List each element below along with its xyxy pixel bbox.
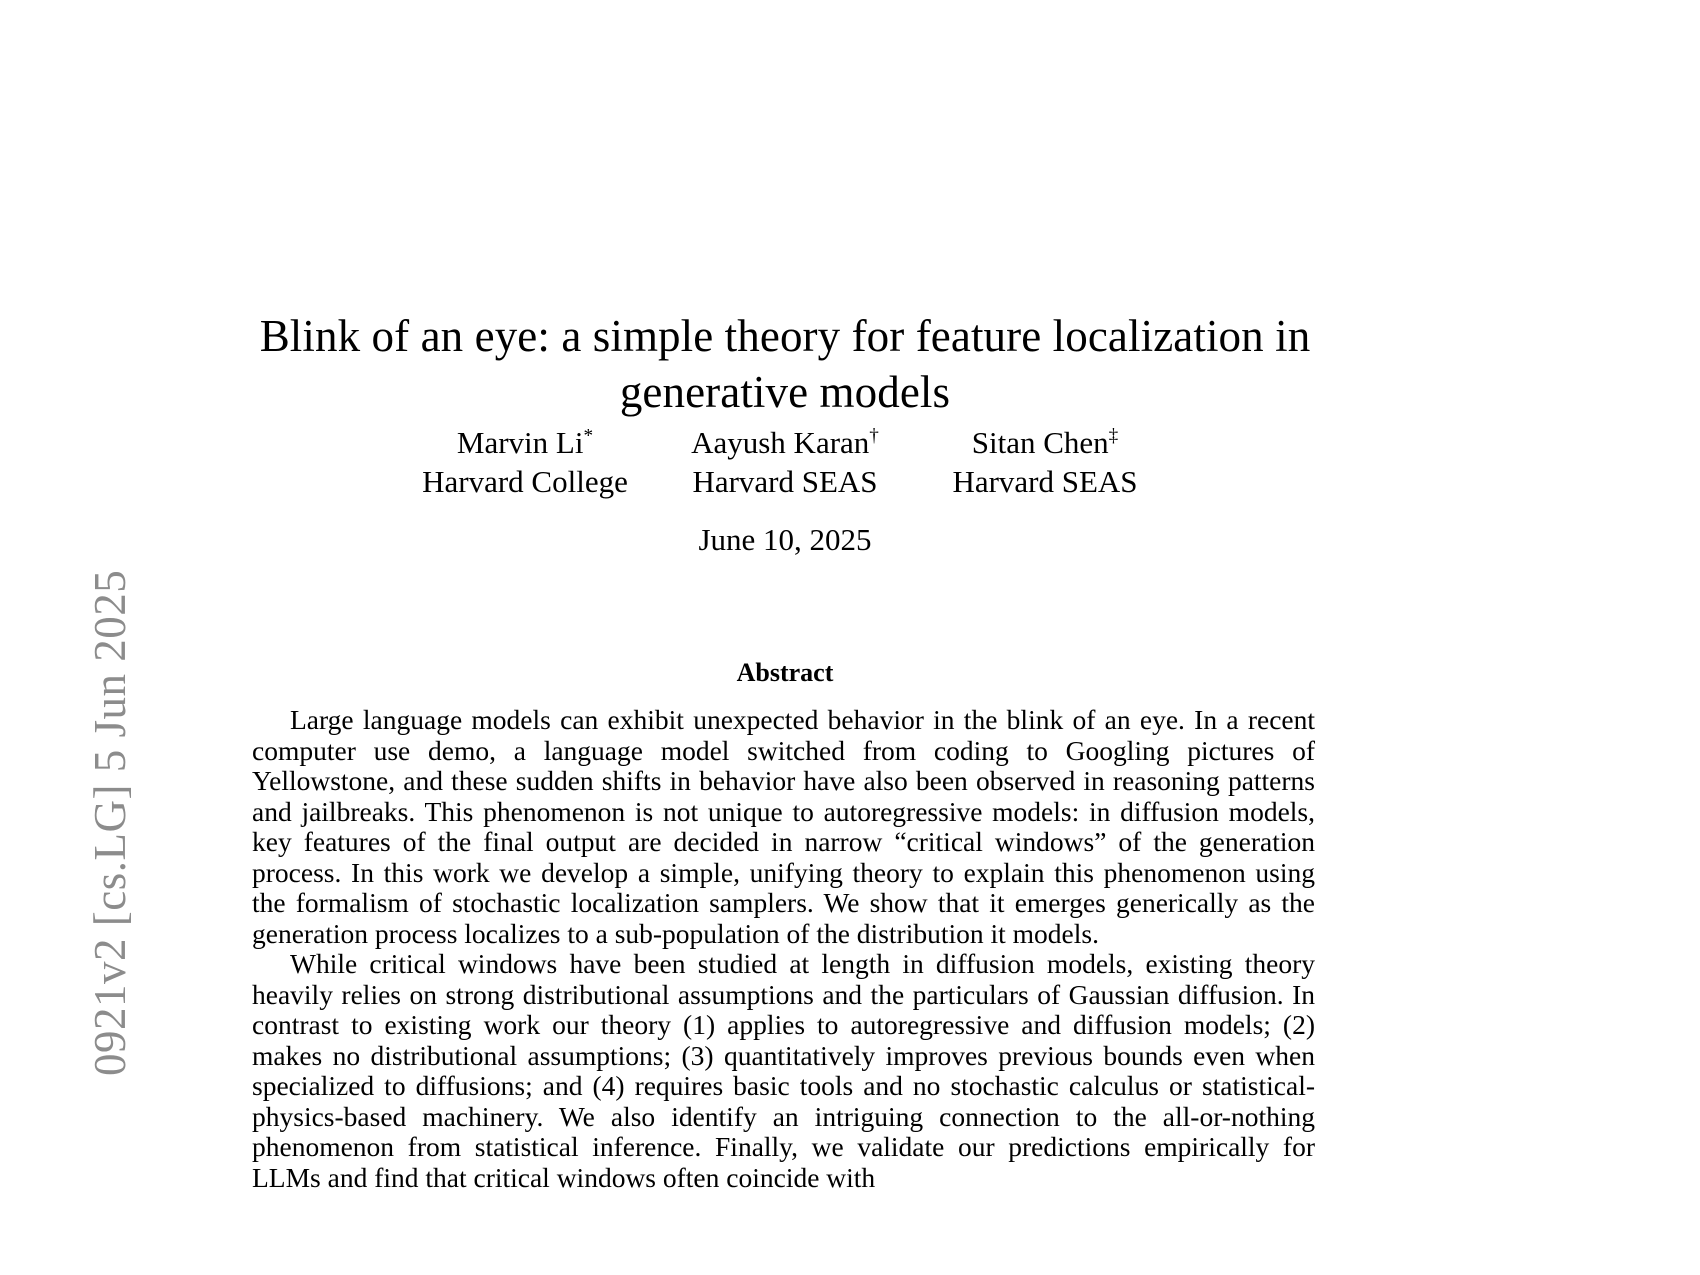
author-affiliation: Harvard SEAS <box>692 464 878 499</box>
author-name-text: Marvin Li <box>456 425 584 460</box>
author-name <box>395 424 655 461</box>
abstract-body <box>252 705 1315 1193</box>
abstract-paragraph: Large language models can exhibit unexpected behavior in the blink of an eye. In a recent computer use demo, a language model switched from coding to Googling pictures of Yellowstone, and these sudden shifts in behavior have also been observed in reasoning patterns and jailbreaks. This phenomenon is not unique to autoregressive models: in diffusion models, key features of the final output are decided in narrow “critical windows” of the generation process. In this work we develop a simple, unifying theory to explain this phenomenon using the formalism of stochastic localization samplers. We show that it emerges generically as the generation process localizes to a sub-population of the distribution it models. <box>252 704 1315 949</box>
author-affiliation: Harvard College <box>422 464 628 499</box>
abstract-paragraph: While critical windows have been studied at length in diffusion models, existing theory heavily relies on strong distributional assumptions and the particulars of Gaussian diffusion. In contrast to existing work our theory (1) applies to autoregressive and diffusion models; (2) makes no distributional assumptions; (3) quantitatively improves previous bounds even when specialized to diffusions; and (4) requires basic tools and no stochastic calculus or statistical-physics-based machinery. We also identify an intriguing connection to the all-or-nothing phenomenon from statistical inference. Finally, we validate our predictions empirically for LLMs and find that critical windows often coincide with <box>252 948 1315 1193</box>
author-name-text: Sitan Chen <box>971 425 1109 460</box>
author-list <box>330 424 1240 500</box>
author-entry <box>655 424 915 500</box>
author-footnote-marker: † <box>869 425 879 447</box>
abstract-heading: Abstract <box>736 658 834 687</box>
author-entry <box>395 424 655 500</box>
page-title: Blink of an eye: a simple theory for feature localization in generative models <box>259 311 1311 418</box>
author-affiliation: Harvard SEAS <box>952 464 1138 499</box>
author-footnote-marker: * <box>583 425 594 447</box>
author-name <box>655 424 915 461</box>
author-name <box>915 424 1175 461</box>
publication-date: June 10, 2025 <box>698 522 872 557</box>
author-footnote-marker: ‡ <box>1108 425 1119 447</box>
author-entry <box>915 424 1175 500</box>
author-name-text: Aayush Karan <box>691 425 870 460</box>
arxiv-stamp-text: 0921v2 [cs.LG] 5 Jun 2025 <box>85 569 135 1076</box>
